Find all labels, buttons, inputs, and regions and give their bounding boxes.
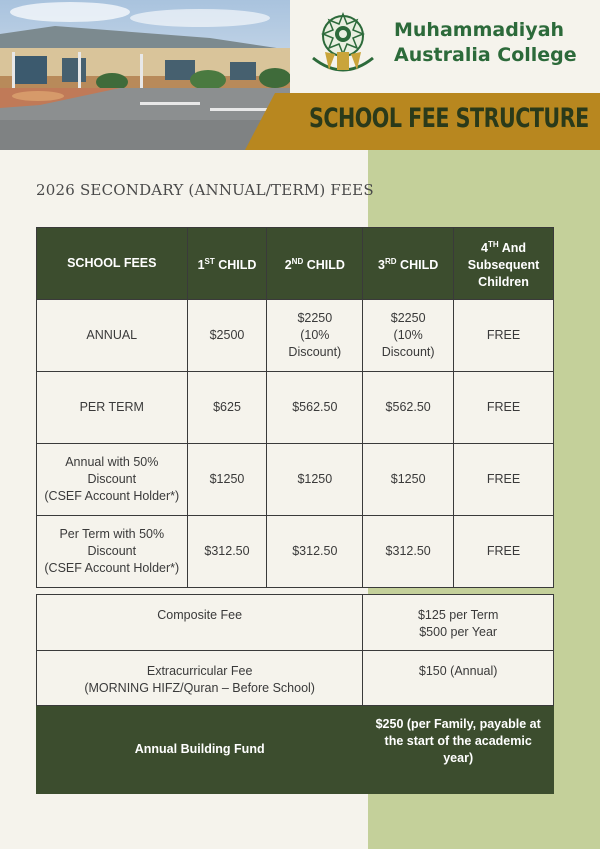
header-first-child <box>187 228 267 300</box>
header-school-fees-label: SCHOOL FEES <box>67 256 157 270</box>
header-third-child-num: 3 <box>378 258 385 272</box>
fourth-child-fee: FREE <box>454 516 554 588</box>
building-fund-value-line: the start of the academic <box>384 734 532 748</box>
extracurricular-fee-value: $150 (Annual) <box>363 651 554 706</box>
third-child-fee <box>363 300 454 372</box>
fee-line: $2250 <box>390 311 426 325</box>
third-child-fee: $1250 <box>363 444 454 516</box>
row-label-line: (CSEF Account Holder*) <box>44 561 180 575</box>
title-banner <box>245 93 600 150</box>
table-row <box>37 444 554 516</box>
header-third-child-sup: RD <box>385 257 397 266</box>
second-child-fee: $562.50 <box>267 372 363 444</box>
second-child-fee: $1250 <box>267 444 363 516</box>
fourth-child-fee: FREE <box>454 444 554 516</box>
first-child-fee: $312.50 <box>187 516 267 588</box>
second-child-fee: $312.50 <box>267 516 363 588</box>
row-label-line: Annual with 50% <box>65 455 159 469</box>
building-fund-value-line: year) <box>443 751 474 765</box>
row-label-line: PER TERM <box>79 400 144 414</box>
extracurricular-fee-label <box>37 651 363 706</box>
third-child-fee: $562.50 <box>363 372 454 444</box>
header-third-child <box>363 228 454 300</box>
header-fourth-child-num: 4 <box>481 241 488 255</box>
composite-fee-label: Composite Fee <box>37 595 363 651</box>
first-child-fee: $1250 <box>187 444 267 516</box>
fee-line: $2250 <box>297 311 333 325</box>
header-first-child-sup: ST <box>204 257 215 266</box>
building-fund-label: Annual Building Fund <box>37 706 363 794</box>
table-row <box>37 516 554 588</box>
fee-table-header-row <box>37 228 554 300</box>
first-child-fee: $625 <box>187 372 267 444</box>
row-label-line: Per Term with 50% <box>59 527 165 541</box>
composite-fee-term: $125 per Term <box>417 608 499 622</box>
fee-line: (10% <box>393 328 423 342</box>
header-fourth-child <box>454 228 554 300</box>
extracurricular-fee-row <box>37 651 554 706</box>
extra-fees-table <box>36 594 554 794</box>
table-row <box>37 372 554 444</box>
fee-line: (10% <box>300 328 330 342</box>
row-label <box>37 516 188 588</box>
college-name-line1: Muhammadiyah <box>394 19 565 41</box>
composite-fee-row <box>37 595 554 651</box>
header-second-child-num: 2 <box>284 258 292 272</box>
header-first-child-label: CHILD <box>218 258 257 272</box>
header-second-child <box>267 228 363 300</box>
fee-table <box>36 227 554 588</box>
building-fund-row <box>37 706 554 794</box>
row-label-line: Discount <box>87 472 137 486</box>
header-fourth-child-label1: And <box>501 241 526 255</box>
row-label-line: Discount <box>87 544 137 558</box>
row-label <box>37 444 188 516</box>
section-heading: 2026 SECONDARY (ANNUAL/TERM) FEES <box>36 181 374 199</box>
third-child-fee: $312.50 <box>363 516 454 588</box>
second-child-fee <box>267 300 363 372</box>
banner-title: SCHOOL FEE STRUCTURE <box>309 103 589 134</box>
header-fourth-child-label3: Children <box>478 275 529 289</box>
table-row <box>37 300 554 372</box>
row-label <box>37 300 188 372</box>
extracurricular-fee-title: Extracurricular Fee <box>146 664 253 678</box>
building-fund-value <box>363 706 554 794</box>
header-fourth-child-sup: TH <box>488 240 499 249</box>
fourth-child-fee: FREE <box>454 372 554 444</box>
fee-line: Discount) <box>288 345 342 359</box>
row-label-line: ANNUAL <box>86 328 138 342</box>
composite-fee-year: $500 per Year <box>419 625 498 639</box>
header-fourth-child-label2: Subsequent <box>467 258 540 272</box>
header-second-child-label: CHILD <box>306 258 345 272</box>
row-label <box>37 372 188 444</box>
college-name <box>394 18 594 68</box>
header-first-child-num: 1 <box>197 258 205 272</box>
extracurricular-fee-note: (MORNING HIFZ/Quran – Before School) <box>84 681 315 695</box>
fourth-child-fee: FREE <box>454 300 554 372</box>
header-third-child-label: CHILD <box>400 258 439 272</box>
college-crest-icon <box>307 12 379 78</box>
row-label-line: (CSEF Account Holder*) <box>44 489 180 503</box>
building-fund-value-line: $250 (per Family, payable at <box>375 717 541 731</box>
header-second-child-sup: ND <box>291 257 304 266</box>
first-child-fee: $2500 <box>187 300 267 372</box>
fee-line: Discount) <box>381 345 435 359</box>
college-name-line2: Australia College <box>394 44 577 66</box>
composite-fee-value <box>363 595 554 651</box>
header-school-fees <box>37 228 188 300</box>
